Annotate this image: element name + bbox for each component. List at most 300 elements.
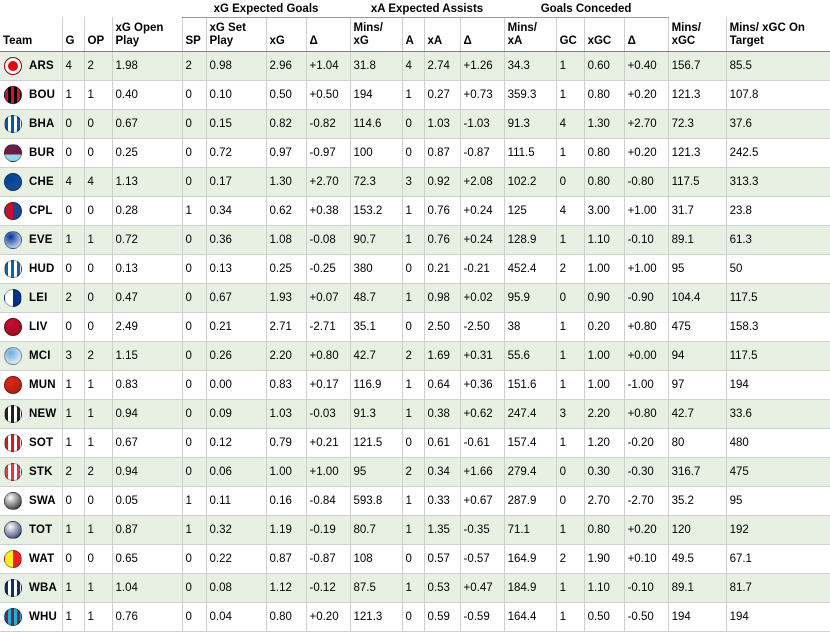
cell-xa: 0.61 xyxy=(424,428,460,457)
cell-set-play-goals: 0 xyxy=(182,167,206,196)
cell-mins-per-xgc: 156.7 xyxy=(668,51,726,80)
cell-xa-delta: +1.26 xyxy=(460,51,504,80)
cell-mins-per-xgc-on-target: 158.3 xyxy=(726,312,830,341)
cell-mins-per-xgc-on-target: 23.8 xyxy=(726,196,830,225)
col-xgc-delta[interactable]: Δ xyxy=(624,17,668,51)
cell-set-play-goals: 0 xyxy=(182,573,206,602)
cell-open-play-goals: 0 xyxy=(84,138,112,167)
cell-open-play-goals: 1 xyxy=(84,428,112,457)
cell-xgc: 0.60 xyxy=(584,51,624,80)
cell-xa: 0.92 xyxy=(424,167,460,196)
col-team[interactable]: Team xyxy=(0,17,62,51)
cell-mins-per-xgc: 121.3 xyxy=(668,138,726,167)
team-crest-icon xyxy=(4,173,22,191)
cell-assists: 1 xyxy=(402,573,424,602)
table-row[interactable] xyxy=(0,370,830,399)
table-row[interactable] xyxy=(0,283,830,312)
cell-xg-open-play: 0.87 xyxy=(112,515,182,544)
cell-xa: 0.33 xyxy=(424,486,460,515)
team-crest-icon xyxy=(4,57,22,75)
cell-assists: 1 xyxy=(402,225,424,254)
cell-mins-per-xgc-on-target: 242.5 xyxy=(726,138,830,167)
team-name: LEI xyxy=(29,291,48,304)
cell-xg-set-play: 0.22 xyxy=(206,544,266,573)
table-row[interactable] xyxy=(0,602,830,631)
cell-mins-per-xa: 359.3 xyxy=(504,80,556,109)
cell-goals-conceded: 0 xyxy=(556,457,584,486)
table-row[interactable] xyxy=(0,312,830,341)
team-crest-icon xyxy=(4,376,22,394)
cell-goals-conceded: 1 xyxy=(556,602,584,631)
cell-assists: 1 xyxy=(402,196,424,225)
cell-assists: 0 xyxy=(402,428,424,457)
cell-xg-open-play: 0.25 xyxy=(112,138,182,167)
col-goals-conceded[interactable]: GC xyxy=(556,17,584,51)
cell-xa-delta: +0.67 xyxy=(460,486,504,515)
table-row[interactable] xyxy=(0,544,830,573)
cell-mins-per-xgc-on-target: 117.5 xyxy=(726,341,830,370)
cell-mins-per-xgc: 31.7 xyxy=(668,196,726,225)
cell-mins-per-xg: 100 xyxy=(350,138,402,167)
cell-goals: 2 xyxy=(62,457,84,486)
cell-xg-open-play: 0.65 xyxy=(112,544,182,573)
cell-xg-delta: -0.97 xyxy=(306,138,350,167)
team-cell[interactable] xyxy=(0,196,62,225)
cell-goals-conceded: 1 xyxy=(556,80,584,109)
cell-xa-delta: +0.02 xyxy=(460,283,504,312)
cell-assists: 1 xyxy=(402,399,424,428)
team-crest-icon xyxy=(4,579,22,597)
team-cell[interactable] xyxy=(0,544,62,573)
table-row[interactable] xyxy=(0,225,830,254)
cell-mins-per-xg: 31.8 xyxy=(350,51,402,80)
cell-xg: 0.87 xyxy=(266,544,306,573)
table-row[interactable] xyxy=(0,109,830,138)
cell-set-play-goals: 0 xyxy=(182,80,206,109)
cell-xg-open-play: 0.40 xyxy=(112,80,182,109)
cell-xg: 0.62 xyxy=(266,196,306,225)
cell-xgc: 0.50 xyxy=(584,602,624,631)
cell-xg-delta: -0.82 xyxy=(306,109,350,138)
team-cell[interactable] xyxy=(0,254,62,283)
cell-mins-per-xgc: 89.1 xyxy=(668,573,726,602)
cell-goals: 0 xyxy=(62,544,84,573)
cell-xg-set-play: 0.17 xyxy=(206,167,266,196)
cell-mins-per-xgc-on-target: 194 xyxy=(726,602,830,631)
cell-xg: 1.30 xyxy=(266,167,306,196)
team-cell[interactable] xyxy=(0,109,62,138)
team-cell[interactable] xyxy=(0,602,62,631)
cell-xg-set-play: 0.10 xyxy=(206,80,266,109)
team-name: BHA xyxy=(29,117,55,130)
cell-xgc: 1.10 xyxy=(584,225,624,254)
cell-xgc-delta: -0.10 xyxy=(624,573,668,602)
cell-mins-per-xa: 34.3 xyxy=(504,51,556,80)
team-cell[interactable] xyxy=(0,428,62,457)
cell-open-play-goals: 0 xyxy=(84,486,112,515)
cell-mins-per-xgc-on-target: 95 xyxy=(726,486,830,515)
cell-goals-conceded: 1 xyxy=(556,225,584,254)
cell-xg: 1.93 xyxy=(266,283,306,312)
table-row[interactable] xyxy=(0,515,830,544)
team-cell[interactable] xyxy=(0,399,62,428)
team-name: CPL xyxy=(29,204,53,217)
table-row[interactable] xyxy=(0,80,830,109)
cell-goals-conceded: 1 xyxy=(556,51,584,80)
table-row[interactable] xyxy=(0,457,830,486)
cell-xa-delta: +2.08 xyxy=(460,167,504,196)
cell-mins-per-xg: 80.7 xyxy=(350,515,402,544)
cell-xgc-delta: -0.20 xyxy=(624,428,668,457)
cell-mins-per-xgc: 316.7 xyxy=(668,457,726,486)
cell-xgc: 1.30 xyxy=(584,109,624,138)
cell-xg-set-play: 0.32 xyxy=(206,515,266,544)
cell-xa-delta: +1.66 xyxy=(460,457,504,486)
cell-assists: 0 xyxy=(402,109,424,138)
cell-xgc: 1.20 xyxy=(584,428,624,457)
cell-open-play-goals: 2 xyxy=(84,457,112,486)
team-cell[interactable] xyxy=(0,341,62,370)
cell-goals: 1 xyxy=(62,428,84,457)
cell-goals-conceded: 2 xyxy=(556,254,584,283)
col-mins-per-xg[interactable]: Mins/ xG xyxy=(350,17,402,51)
cell-xg-open-play: 2.49 xyxy=(112,312,182,341)
cell-set-play-goals: 0 xyxy=(182,312,206,341)
team-cell[interactable] xyxy=(0,486,62,515)
cell-assists: 1 xyxy=(402,370,424,399)
col-mins-per-xa[interactable]: Mins/ xA xyxy=(504,17,556,51)
team-name: SOT xyxy=(29,436,54,449)
cell-xgc-delta: -0.50 xyxy=(624,602,668,631)
team-cell[interactable] xyxy=(0,457,62,486)
team-crest-icon xyxy=(4,318,22,336)
cell-xg: 0.83 xyxy=(266,370,306,399)
cell-open-play-goals: 2 xyxy=(84,341,112,370)
col-goals[interactable]: G xyxy=(62,17,84,51)
cell-xg-open-play: 0.13 xyxy=(112,254,182,283)
cell-xgc-delta: +0.00 xyxy=(624,341,668,370)
cell-mins-per-xa: 157.4 xyxy=(504,428,556,457)
cell-set-play-goals: 0 xyxy=(182,428,206,457)
cell-mins-per-xgc: 97 xyxy=(668,370,726,399)
table-body xyxy=(0,51,830,631)
cell-set-play-goals: 1 xyxy=(182,486,206,515)
team-cell[interactable] xyxy=(0,138,62,167)
cell-xg-set-play: 0.15 xyxy=(206,109,266,138)
group-trailing-blank xyxy=(668,0,830,17)
cell-assists: 1 xyxy=(402,486,424,515)
cell-mins-per-xgc: 80 xyxy=(668,428,726,457)
cell-goals-conceded: 4 xyxy=(556,196,584,225)
cell-goals-conceded: 0 xyxy=(556,167,584,196)
team-crest-icon xyxy=(4,260,22,278)
cell-xa: 0.87 xyxy=(424,138,460,167)
cell-goals: 1 xyxy=(62,602,84,631)
cell-xa-delta: +0.47 xyxy=(460,573,504,602)
cell-mins-per-xg: 35.1 xyxy=(350,312,402,341)
col-xa-delta[interactable]: Δ xyxy=(460,17,504,51)
cell-goals-conceded: 1 xyxy=(556,515,584,544)
cell-goals: 0 xyxy=(62,312,84,341)
cell-mins-per-xa: 55.6 xyxy=(504,341,556,370)
cell-open-play-goals: 1 xyxy=(84,225,112,254)
cell-mins-per-xgc: 35.2 xyxy=(668,486,726,515)
cell-xg-open-play: 0.05 xyxy=(112,486,182,515)
cell-open-play-goals: 0 xyxy=(84,254,112,283)
team-name: MUN xyxy=(29,378,56,391)
cell-xg-delta: +0.17 xyxy=(306,370,350,399)
cell-mins-per-xgc-on-target: 107.8 xyxy=(726,80,830,109)
team-name: WHU xyxy=(29,610,58,623)
cell-mins-per-xa: 287.9 xyxy=(504,486,556,515)
cell-assists: 1 xyxy=(402,80,424,109)
cell-mins-per-xg: 116.9 xyxy=(350,370,402,399)
cell-mins-per-xgc-on-target: 61.3 xyxy=(726,225,830,254)
cell-xa: 1.69 xyxy=(424,341,460,370)
cell-xa-delta: +0.73 xyxy=(460,80,504,109)
cell-xa: 0.59 xyxy=(424,602,460,631)
cell-xg: 0.16 xyxy=(266,486,306,515)
cell-xgc-delta: +1.00 xyxy=(624,196,668,225)
team-crest-icon xyxy=(4,231,22,249)
cell-xg-delta: -0.84 xyxy=(306,486,350,515)
cell-mins-per-xgc: 120 xyxy=(668,515,726,544)
cell-xg-set-play: 0.26 xyxy=(206,341,266,370)
cell-xa-delta: -0.61 xyxy=(460,428,504,457)
cell-goals: 0 xyxy=(62,254,84,283)
col-xg-delta[interactable]: Δ xyxy=(306,17,350,51)
cell-open-play-goals: 1 xyxy=(84,370,112,399)
cell-mins-per-xa: 111.5 xyxy=(504,138,556,167)
cell-xg: 0.82 xyxy=(266,109,306,138)
cell-mins-per-xg: 95 xyxy=(350,457,402,486)
team-name: LIV xyxy=(29,320,48,333)
team-name: BOU xyxy=(29,88,56,101)
cell-xgc-delta: -0.30 xyxy=(624,457,668,486)
cell-xa-delta: +0.24 xyxy=(460,225,504,254)
cell-assists: 0 xyxy=(402,138,424,167)
col-xg[interactable]: xG xyxy=(266,17,306,51)
cell-xa: 0.64 xyxy=(424,370,460,399)
team-cell[interactable] xyxy=(0,51,62,80)
cell-mins-per-xgc-on-target: 37.6 xyxy=(726,109,830,138)
cell-xg-set-play: 0.34 xyxy=(206,196,266,225)
cell-goals: 4 xyxy=(62,51,84,80)
team-crest-icon xyxy=(4,405,22,423)
cell-mins-per-xa: 279.4 xyxy=(504,457,556,486)
team-cell[interactable] xyxy=(0,283,62,312)
cell-open-play-goals: 0 xyxy=(84,109,112,138)
cell-mins-per-xgc: 194 xyxy=(668,602,726,631)
cell-xgc-delta: +0.40 xyxy=(624,51,668,80)
cell-goals-conceded: 1 xyxy=(556,341,584,370)
table-row[interactable] xyxy=(0,573,830,602)
table-row[interactable] xyxy=(0,428,830,457)
cell-assists: 3 xyxy=(402,167,424,196)
col-open-play-goals[interactable]: OP xyxy=(84,17,112,51)
team-crest-icon xyxy=(4,492,22,510)
col-xg-set-play[interactable]: xG Set Play xyxy=(206,17,266,51)
team-crest-icon xyxy=(4,608,22,626)
cell-goals-conceded: 4 xyxy=(556,109,584,138)
cell-mins-per-xa: 102.2 xyxy=(504,167,556,196)
cell-mins-per-xgc: 121.3 xyxy=(668,80,726,109)
table-row[interactable] xyxy=(0,196,830,225)
table-row[interactable] xyxy=(0,486,830,515)
col-mins-per-xgc-on-target[interactable]: Mins/ xGC On Target xyxy=(726,17,830,51)
col-xg-open-play[interactable]: xG Open Play xyxy=(112,17,182,51)
cell-xg-delta: -2.71 xyxy=(306,312,350,341)
cell-xa: 0.57 xyxy=(424,544,460,573)
column-header-row xyxy=(0,17,830,51)
cell-mins-per-xgc-on-target: 313.3 xyxy=(726,167,830,196)
team-cell[interactable] xyxy=(0,225,62,254)
cell-goals-conceded: 1 xyxy=(556,312,584,341)
cell-mins-per-xgc-on-target: 85.5 xyxy=(726,51,830,80)
cell-xg-set-play: 0.12 xyxy=(206,428,266,457)
cell-mins-per-xgc-on-target: 480 xyxy=(726,428,830,457)
cell-xg: 0.50 xyxy=(266,80,306,109)
cell-open-play-goals: 0 xyxy=(84,312,112,341)
cell-xg-open-play: 1.98 xyxy=(112,51,182,80)
cell-xg-delta: -0.19 xyxy=(306,515,350,544)
cell-mins-per-xa: 91.3 xyxy=(504,109,556,138)
cell-mins-per-xg: 121.5 xyxy=(350,428,402,457)
cell-goals: 0 xyxy=(62,486,84,515)
cell-xa-delta: +0.36 xyxy=(460,370,504,399)
team-cell[interactable] xyxy=(0,515,62,544)
cell-xg: 1.00 xyxy=(266,457,306,486)
cell-mins-per-xg: 91.3 xyxy=(350,399,402,428)
cell-xa: 0.76 xyxy=(424,225,460,254)
cell-assists: 4 xyxy=(402,51,424,80)
team-crest-icon xyxy=(4,289,22,307)
cell-xg-open-play: 0.28 xyxy=(112,196,182,225)
table-row[interactable] xyxy=(0,51,830,80)
team-name: WBA xyxy=(29,581,58,594)
cell-xgc: 0.80 xyxy=(584,515,624,544)
team-crest-icon xyxy=(4,463,22,481)
cell-xgc: 1.00 xyxy=(584,341,624,370)
cell-mins-per-xgc: 94 xyxy=(668,341,726,370)
cell-mins-per-xa: 452.4 xyxy=(504,254,556,283)
table-row[interactable] xyxy=(0,167,830,196)
cell-xg-delta: +0.80 xyxy=(306,341,350,370)
cell-set-play-goals: 1 xyxy=(182,515,206,544)
table-row[interactable] xyxy=(0,341,830,370)
cell-xgc: 3.00 xyxy=(584,196,624,225)
cell-xgc-delta: -0.80 xyxy=(624,167,668,196)
cell-xg: 2.71 xyxy=(266,312,306,341)
cell-xgc: 0.80 xyxy=(584,138,624,167)
table-row[interactable] xyxy=(0,399,830,428)
cell-goals-conceded: 1 xyxy=(556,138,584,167)
cell-mins-per-xgc-on-target: 81.7 xyxy=(726,573,830,602)
cell-goals: 1 xyxy=(62,399,84,428)
cell-xg-delta: +1.04 xyxy=(306,51,350,80)
cell-open-play-goals: 0 xyxy=(84,196,112,225)
cell-goals: 0 xyxy=(62,138,84,167)
cell-xg-delta: +0.21 xyxy=(306,428,350,457)
table-row[interactable] xyxy=(0,138,830,167)
cell-xg-open-play: 0.94 xyxy=(112,399,182,428)
cell-xg-delta: +1.00 xyxy=(306,457,350,486)
team-name: HUD xyxy=(29,262,55,275)
group-xa: xA Expected Assists xyxy=(350,0,504,17)
cell-xg: 0.25 xyxy=(266,254,306,283)
team-crest-icon xyxy=(4,550,22,568)
cell-mins-per-xg: 121.3 xyxy=(350,602,402,631)
cell-goals-conceded: 0 xyxy=(556,486,584,515)
cell-xgc: 0.80 xyxy=(584,167,624,196)
cell-xgc-delta: +0.10 xyxy=(624,544,668,573)
cell-mins-per-xg: 48.7 xyxy=(350,283,402,312)
team-cell[interactable] xyxy=(0,573,62,602)
cell-xa-delta: -0.35 xyxy=(460,515,504,544)
team-cell[interactable] xyxy=(0,167,62,196)
cell-xg: 2.20 xyxy=(266,341,306,370)
cell-set-play-goals: 0 xyxy=(182,138,206,167)
cell-xa-delta: -2.50 xyxy=(460,312,504,341)
cell-mins-per-xgc-on-target: 67.1 xyxy=(726,544,830,573)
team-crest-icon xyxy=(4,115,22,133)
cell-mins-per-xgc: 89.1 xyxy=(668,225,726,254)
team-cell[interactable] xyxy=(0,80,62,109)
cell-goals: 1 xyxy=(62,370,84,399)
cell-xgc: 2.70 xyxy=(584,486,624,515)
cell-goals: 0 xyxy=(62,196,84,225)
cell-xg-open-play: 0.76 xyxy=(112,602,182,631)
table-row[interactable] xyxy=(0,254,830,283)
cell-mins-per-xgc: 72.3 xyxy=(668,109,726,138)
cell-xg-delta: -0.25 xyxy=(306,254,350,283)
cell-set-play-goals: 0 xyxy=(182,254,206,283)
team-name: SWA xyxy=(29,494,56,507)
cell-open-play-goals: 2 xyxy=(84,51,112,80)
cell-assists: 2 xyxy=(402,341,424,370)
cell-mins-per-xa: 95.9 xyxy=(504,283,556,312)
team-cell[interactable] xyxy=(0,312,62,341)
cell-open-play-goals: 1 xyxy=(84,80,112,109)
cell-mins-per-xg: 87.5 xyxy=(350,573,402,602)
cell-set-play-goals: 0 xyxy=(182,109,206,138)
cell-mins-per-xg: 380 xyxy=(350,254,402,283)
cell-xa-delta: +0.24 xyxy=(460,196,504,225)
cell-open-play-goals: 1 xyxy=(84,515,112,544)
cell-mins-per-xgc-on-target: 475 xyxy=(726,457,830,486)
col-xgc[interactable]: xGC xyxy=(584,17,624,51)
team-cell[interactable] xyxy=(0,370,62,399)
cell-xa-delta: -0.59 xyxy=(460,602,504,631)
cell-mins-per-xg: 114.6 xyxy=(350,109,402,138)
cell-xgc: 1.90 xyxy=(584,544,624,573)
cell-open-play-goals: 4 xyxy=(84,167,112,196)
cell-open-play-goals: 0 xyxy=(84,283,112,312)
col-xa[interactable]: xA xyxy=(424,17,460,51)
col-set-play-goals[interactable]: SP xyxy=(182,17,206,51)
col-assists[interactable]: A xyxy=(402,17,424,51)
col-mins-per-xgc[interactable]: Mins/ xGC xyxy=(668,17,726,51)
cell-xa: 1.35 xyxy=(424,515,460,544)
team-name: ARS xyxy=(29,59,54,72)
cell-xg-set-play: 0.67 xyxy=(206,283,266,312)
cell-mins-per-xa: 151.6 xyxy=(504,370,556,399)
cell-assists: 1 xyxy=(402,283,424,312)
cell-xg-set-play: 0.36 xyxy=(206,225,266,254)
cell-xgc-delta: +1.00 xyxy=(624,254,668,283)
cell-goals: 1 xyxy=(62,573,84,602)
cell-xg-set-play: 0.06 xyxy=(206,457,266,486)
